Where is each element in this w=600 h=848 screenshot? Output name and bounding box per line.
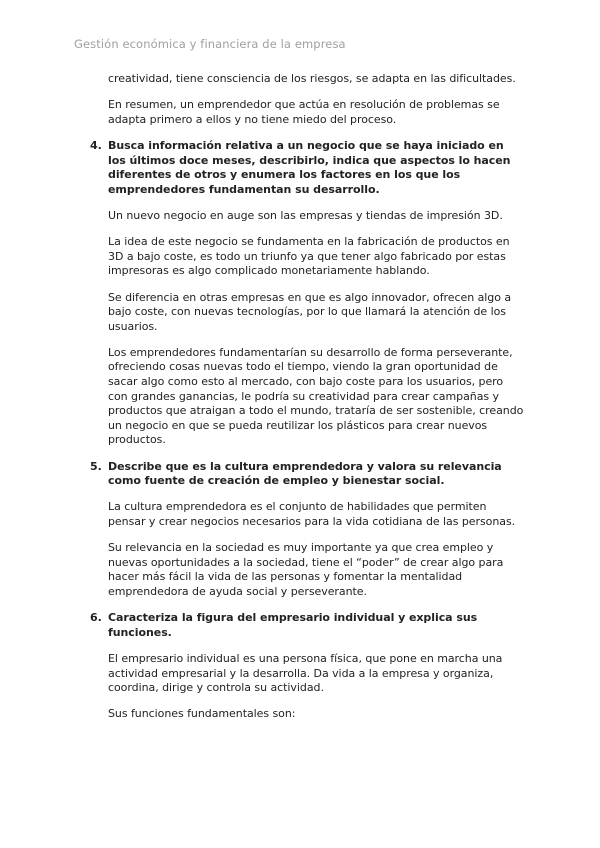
question-number: 4. (90, 138, 102, 152)
question-text: Busca información relativa a un negocio que se haya iniciado en los últimos doce meses, describirlo, indica que aspectos lo hacen diferentes de otros y enumera los factores en los que los emprendedores fundamentan su desarrollo. (108, 138, 511, 196)
paragraph: La cultura emprendedora es el conjunto de habilidades que permiten pensar y crear negocios necesarios para la vida cotidiana de las personas. (108, 500, 516, 528)
paragraph: El empresario individual es una persona física, que pone en marcha una actividad empresarial y la desarrolla. Da vida a la empresa y organiza, coordina, dirige y controla su actividad. (108, 651, 503, 695)
question-5 (90, 459, 524, 489)
paragraph: Un nuevo negocio en auge son las empresas y tiendas de impresión 3D. (108, 208, 503, 222)
paragraph: En resumen, un emprendedor que actúa en resolución de problemas se adapta primero a ellos y no tiene miedo del proceso. (108, 98, 500, 126)
question-6 (90, 611, 524, 640)
question-text: Describe que es la cultura emprendedora y valora su relevancia como fuente de creación de empleo y bienestar social. (108, 459, 502, 488)
paragraph: Sus funciones fundamentales son: (108, 707, 296, 721)
paragraph: Su relevancia en la sociedad es muy importante ya que crea empleo y nuevas oportunidades a la sociedad, tiene el “poder” de crear algo para hacer más fácil la vida de las personas y fomentar la mentalidad emprendedora de ayuda social y perseverante. (108, 541, 504, 598)
question-text: Caracteriza la figura del empresario individual y explica sus funciones. (108, 611, 478, 639)
paragraph: La idea de este negocio se fundamenta en la fabricación de productos en 3D a bajo coste, es todo un triunfo ya que tener algo fabricado por estas impresoras es algo complicado monetariamente hablando. (108, 235, 510, 278)
document-body (90, 72, 524, 734)
paragraph: creatividad, tiene consciencia de los riesgos, se adapta en las dificultades. (108, 72, 516, 85)
question-number: 5. (90, 459, 102, 473)
page-header: Gestión económica y financiera de la empresa (74, 37, 346, 51)
paragraph: Se diferencia en otras empresas en que es algo innovador, ofrecen algo a bajo coste, con nuevas tecnologías, por lo que llamará la atención de los usuarios. (108, 290, 512, 333)
question-number: 6. (90, 611, 102, 625)
question-4 (90, 138, 524, 197)
paragraph: Los emprendedores fundamentarían su desarrollo de forma perseverante, ofreciendo cosas nuevas todo el tiempo, viendo la gran oportunidad de sacar algo como esto al mercado, con bajo coste para los usuarios, pero con grandes ganancias, le podría su creatividad para crear campañas y productos que atraigan a todo el mundo, trataría de ser sostenible, creando un negocio en que se pueda reutilizar los plásticos para crear nuevos productos. (108, 345, 524, 447)
